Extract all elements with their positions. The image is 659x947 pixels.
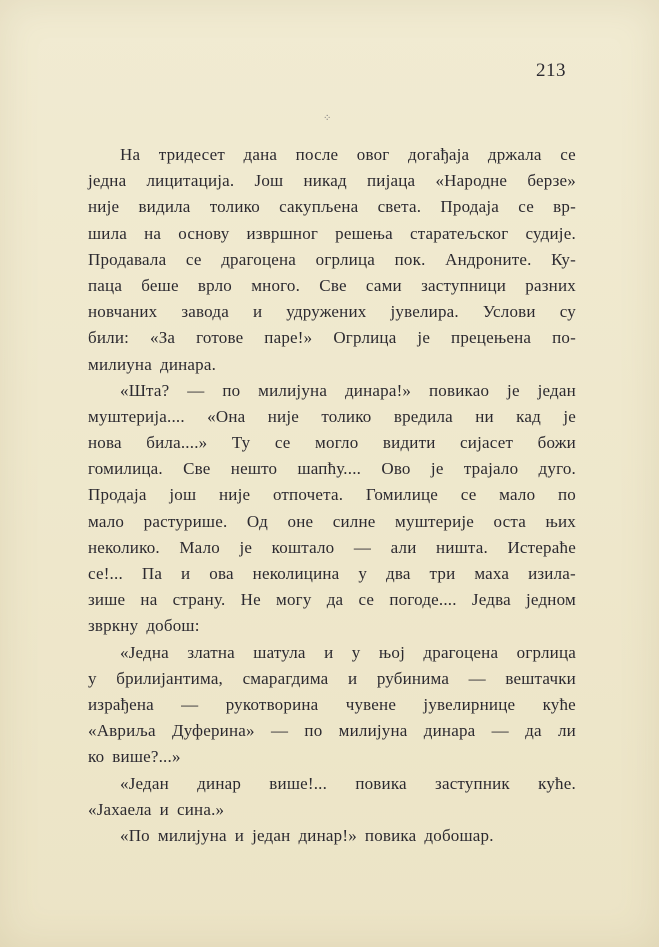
- text-line: ко више?...»: [88, 747, 181, 767]
- text-line: милиуна динара.: [88, 354, 217, 374]
- text-line: Продаја још није отпочета. Гомилице се мало по: [88, 485, 576, 505]
- text-line: гомилица. Све нешто шапћу.... Ово је трајало дуго.: [88, 459, 576, 479]
- text-line: нова била....» Ту се могло видити сијасет божи: [88, 433, 576, 453]
- text-line: «Јахаела и сина.»: [88, 799, 225, 819]
- page-number: 213: [536, 60, 566, 81]
- text-line: новчаних завода и удружених јувелира. Услови су: [88, 302, 576, 322]
- ornament-mark: ⁘: [323, 113, 332, 124]
- text-line: «Један динар више!... повика заступник куће.: [120, 773, 576, 793]
- text-line: муштерија.... «Она није толико вредила ни кад је: [88, 406, 576, 426]
- text-line: «Авриља Дуферина» — по милијуна динара — да ли: [88, 721, 576, 741]
- text-line: шила на основу извршног решења старатељског судије.: [88, 223, 576, 243]
- body-text: [88, 142, 576, 849]
- text-line: се!... Па и ова неколицина у два три маха изила-: [88, 564, 576, 583]
- text-line: паца беше врло много. Све сами заступници разних: [88, 275, 576, 295]
- text-line: На тридесет дана после овог догађаја држала се: [120, 145, 576, 164]
- text-line: неколико. Мало је коштало — али ништа. Истераће: [88, 537, 576, 557]
- text-line: звркну добош:: [88, 616, 200, 636]
- text-line: били: «За готове паре!» Огрлица је прецењена по-: [88, 328, 576, 348]
- text-line: није видила толико сакупљена света. Продаја се вр-: [88, 197, 576, 217]
- text-line: израђена — рукотворина чувене јувелирнице куће: [88, 694, 576, 714]
- text-line: «Шта? — по милијуна динара!» повикао је један: [120, 380, 576, 400]
- text-line: мало растурише. Од оне силне муштерије оста њих: [88, 511, 576, 531]
- text-line: у брилијантима, смарагдима и рубинима — вештачки: [88, 668, 576, 688]
- text-line: «Једна златна шатула и у њој драгоцена огрлица: [120, 642, 576, 662]
- text-line: Продавала се драгоцена огрлица пок. Андроните. Ку-: [88, 249, 576, 269]
- text-line: зише на страну. Не могу да се погоде.... Једва једном: [88, 590, 576, 610]
- text-line: «По милијуна и један динар!» повика добошар.: [120, 825, 494, 845]
- text-line: једна лицитација. Још никад пијаца «Народне берзе»: [88, 171, 576, 191]
